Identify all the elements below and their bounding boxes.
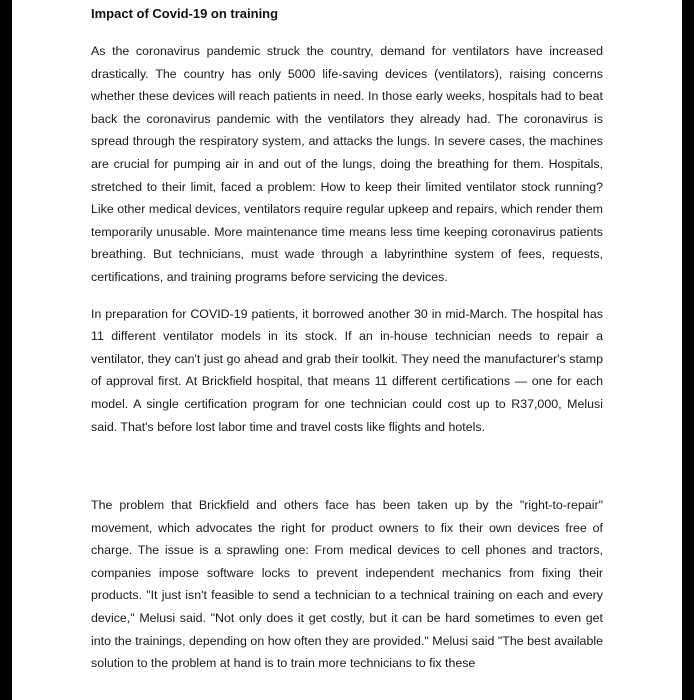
document-page [12, 0, 682, 700]
paragraph-ventilator-demand: As the coronavirus pandemic struck the country, demand for ventilators have increased drastically. The country has only 5000 life-saving devices (ventilators), raising concerns whether these devices will reach patients in need. In those early weeks, hospitals had to beat back the coronavirus pandemic with the ventilators they already had. The coronavirus is spread through the respiratory system, and attacks the lungs. In severe cases, the machines are crucial for pumping air in and out of the lungs, doing the breathing for them. Hospitals, stretched to their limit, faced a problem: How to keep their limited ventilator stock running? Like other medical devices, ventilators require regular upkeep and repairs, which render them temporarily unusable. More maintenance time means less time keeping coronavirus patients breathing. But technicians, must wade through a labyrinthine system of fees, requests, certifications, and training programs before servicing the devices. [91, 44, 603, 284]
paragraph-certifications: In preparation for COVID-19 patients, it borrowed another 30 in mid-March. The hospital has 11 different ventilator models in its stock. If an in-house technician needs to repair a ventilator, they can't just go ahead and grab their toolkit. They need the manufacturer's stamp of approval first. At Brickfield hospital, that means 11 different certifications — one for each model. A single certification program for one technician could cost up to R37,000, Melusi said. That's before lost labor time and travel costs like flights and hotels. [91, 306, 603, 434]
document-content [91, 0, 603, 675]
document-title: Impact of Covid-19 on training [91, 6, 279, 21]
paragraph-right-to-repair: The problem that Brickfield and others face has been taken up by the "right-to-repair" movement, which advocates the right for product owners to fix their own devices free of charge. The issue is a sprawling one: From medical devices to cell phones and tractors, companies impose software locks to prevent independent mechanics from fixing their products. "It just isn't feasible to send a technician to a technical training on each and every device," Melusi said. "Not only does it get costly, but it can be hard sometimes to even get into the trainings, depending on how often they are provided." Melusi said "The best available solution to the problem at hand is to train more technicians to fix these [91, 498, 603, 671]
